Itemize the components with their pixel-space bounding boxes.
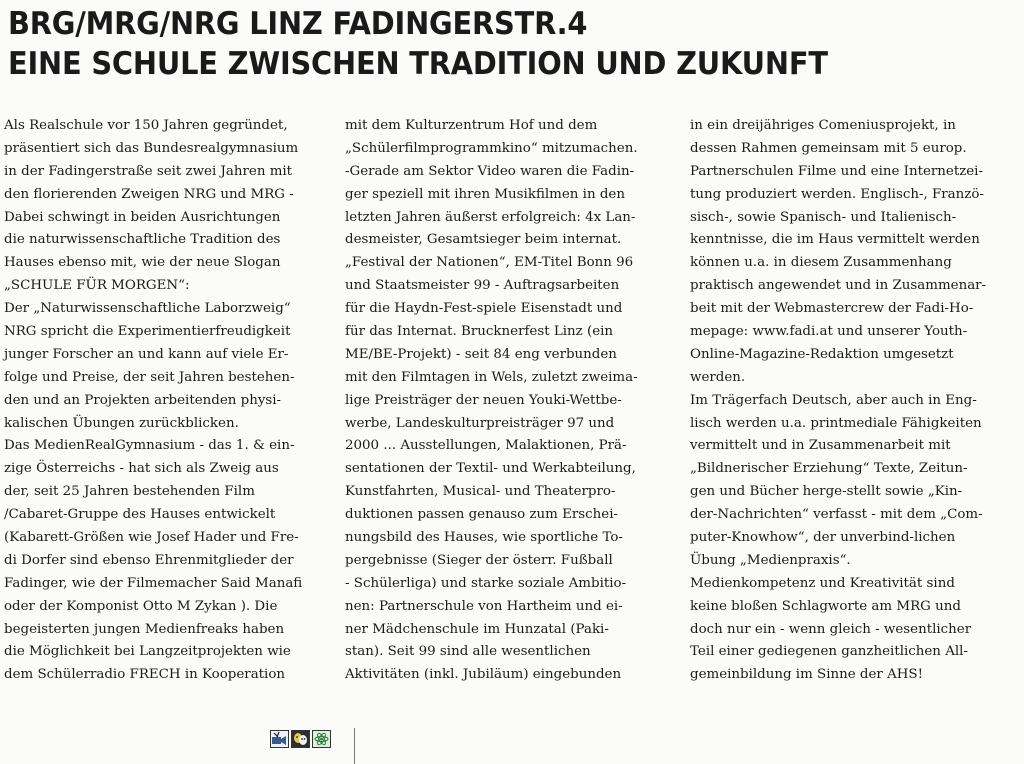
text-line: stan). Seit 99 sind alle wesentlichen	[345, 644, 591, 660]
text-line: und Staatsmeister 99 - Auftragsarbeiten	[345, 278, 620, 294]
text-line: puter-Knowhow“, der unverbind-lichen	[690, 530, 956, 546]
text-line: duktionen passen genauso zum Erschei-	[345, 507, 619, 523]
text-line: lisch werden u.a. printmediale Fähigkeiten	[690, 415, 982, 431]
text-line: in der Fadingerstraße seit zwei Jahren mit	[4, 163, 293, 179]
video-camera-icon	[270, 730, 289, 748]
text-line: die Möglichkeit bei Langzeitprojekten wie	[4, 644, 291, 660]
text-line: oder der Komponist Otto M Zykan ). Die	[4, 598, 278, 614]
text-line: Kunstfahrten, Musical- und Theaterpro-	[345, 484, 616, 500]
theater-masks-icon	[291, 730, 310, 748]
text-line: kenntnisse, die im Haus vermittelt werden	[690, 232, 980, 248]
text-line: „Schülerfilmprogrammkino“ mitzumachen.	[345, 140, 638, 156]
atom-icon	[312, 730, 331, 748]
text-line: gemeinbildung im Sinne der AHS!	[690, 667, 923, 683]
footer-icons	[270, 730, 331, 750]
text-line: dem Schülerradio FRECH in Kooperation	[4, 667, 286, 683]
column-divider	[354, 728, 355, 764]
text-line: mit dem Kulturzentrum Hof und dem	[345, 118, 598, 133]
text-line: beit mit der Webmastercrew der Fadi-Ho-	[690, 301, 974, 317]
text-line: Medienkompetenz und Kreativität sind	[690, 575, 955, 591]
text-line: der, seit 25 Jahren bestehenden Film	[4, 484, 255, 500]
text-line: Übung „Medienpraxis“.	[690, 552, 851, 568]
text-line: werbe, Landeskulturpreisträger 97 und	[345, 415, 615, 431]
text-line: /Cabaret-Gruppe des Hauses entwickelt	[4, 507, 276, 523]
text-line: dessen Rahmen gemeinsam mit 5 europ.	[690, 140, 967, 156]
text-line: -Gerade am Sektor Video waren die Fadin-	[345, 163, 635, 179]
text-line: lige Preisträger der neuen Youki-Wettbe-	[345, 392, 622, 408]
text-line: Der „Naturwissenschaftliche Laborzweig“	[4, 301, 291, 317]
text-line: ner Mädchenschule im Hunzatal (Paki-	[345, 621, 609, 637]
text-line: Im Trägerfach Deutsch, aber auch in Eng-	[690, 392, 977, 408]
text-line: doch nur ein - wenn gleich - wesentlicher	[690, 621, 972, 637]
text-column-1	[4, 115, 302, 687]
text-line: können u.a. in diesem Zusammenhang	[690, 255, 952, 271]
text-line: präsentiert sich das Bundesrealgymnasium	[4, 140, 299, 156]
text-line: Als Realschule vor 150 Jahren gegründet,	[4, 118, 288, 133]
text-line: Aktivitäten (inkl. Jubiläum) eingebunden	[345, 667, 622, 683]
text-line: keine bloßen Schlagworte am MRG und	[690, 598, 961, 614]
text-line: mepage: www.fadi.at und unserer Youth-	[690, 324, 968, 340]
text-line: ger speziell mit ihren Musikfilmen in den	[345, 186, 625, 202]
text-line: letzten Jahren äußerst erfolgreich: 4x Lan-	[345, 209, 636, 225]
text-line: Das MedienRealGymnasium - das 1. & ein-	[4, 438, 295, 454]
text-line: begeisterten jungen Medienfreaks haben	[4, 621, 285, 637]
text-line: werden.	[690, 369, 746, 385]
text-line: gen und Bücher herge-stellt sowie „Kin-	[690, 484, 963, 500]
text-line: ME/BE-Projekt) - seit 84 eng verbunden	[345, 346, 617, 362]
text-line: Online-Magazine-Redaktion umgesetzt	[690, 346, 954, 362]
text-line: desmeister, Gesamtsieger beim internat.	[345, 232, 622, 248]
text-line: Partnerschulen Filme und eine Internetzei-	[690, 163, 983, 179]
text-line: den und an Projekten arbeitenden physi-	[4, 392, 282, 408]
text-line: in ein dreijähriges Comeniusprojekt, in	[690, 118, 956, 133]
text-line: - Schülerliga) und starke soziale Ambitio-	[345, 575, 627, 591]
text-line: pergebnisse (Sieger der österr. Fußball	[345, 552, 613, 568]
text-line: praktisch angewendet und in Zusammenar-	[690, 278, 987, 294]
text-line: „Bildnerischer Erziehung“ Texte, Zeitun-	[690, 461, 968, 477]
text-line: sentationen der Textil- und Werkabteilung,	[345, 461, 636, 477]
text-line: „SCHULE FÜR MORGEN“:	[4, 278, 190, 294]
text-line: vermittelt und in Zusammenarbeit mit	[690, 438, 951, 454]
headline-line-2: EINE SCHULE ZWISCHEN TRADITION UND ZUKUNFT	[8, 46, 828, 82]
text-line: Hauses ebenso mit, wie der neue Slogan	[4, 255, 281, 271]
text-line: nen: Partnerschule von Hartheim und ei-	[345, 598, 623, 614]
text-line: „Festival der Nationen“, EM-Titel Bonn 96	[345, 255, 634, 271]
text-line: 2000 ... Ausstellungen, Malaktionen, Prä-	[345, 438, 627, 454]
headline-line-1: BRG/MRG/NRG LINZ FADINGERSTR.4	[8, 6, 588, 42]
text-line: mit den Filmtagen in Wels, zuletzt zweima-	[345, 369, 638, 385]
text-line: für die Haydn-Fest-spiele Eisenstadt und	[345, 301, 623, 317]
text-line: nungsbild des Hauses, wie sportliche To-	[345, 530, 623, 546]
text-line: Teil einer gediegenen ganzheitlichen All-	[690, 644, 968, 660]
text-line: für das Internat. Brucknerfest Linz (ein	[345, 324, 614, 340]
text-column-2	[345, 115, 638, 687]
text-line: kalischen Übungen zurückblicken.	[4, 415, 239, 431]
text-line: Dabei schwingt in beiden Ausrichtungen	[4, 209, 281, 225]
text-line: junger Forscher an und kann auf viele Er-	[4, 346, 289, 362]
text-line: Fadinger, wie der Filmemacher Said Manafi	[4, 575, 303, 591]
text-line: di Dorfer sind ebenso Ehrenmitglieder der	[4, 552, 294, 568]
text-line: der-Nachrichten“ verfasst - mit dem „Com-	[690, 507, 983, 523]
text-line: den florierenden Zweigen NRG und MRG -	[4, 186, 294, 202]
text-column-3	[690, 115, 986, 687]
text-line: folge und Preise, der seit Jahren bestehen-	[4, 369, 295, 385]
text-line: NRG spricht die Experimentierfreudigkeit	[4, 324, 291, 340]
headline	[8, 4, 938, 84]
text-line: tung produziert werden. Englisch-, Franzö-	[690, 186, 984, 202]
text-line: sisch-, sowie Spanisch- und Italienisch-	[690, 209, 957, 225]
text-line: die naturwissenschaftliche Tradition des	[4, 232, 281, 248]
text-line: zige Österreichs - hat sich als Zweig aus	[4, 461, 279, 477]
text-line: (Kabarett-Größen wie Josef Hader und Fre-	[4, 530, 299, 546]
